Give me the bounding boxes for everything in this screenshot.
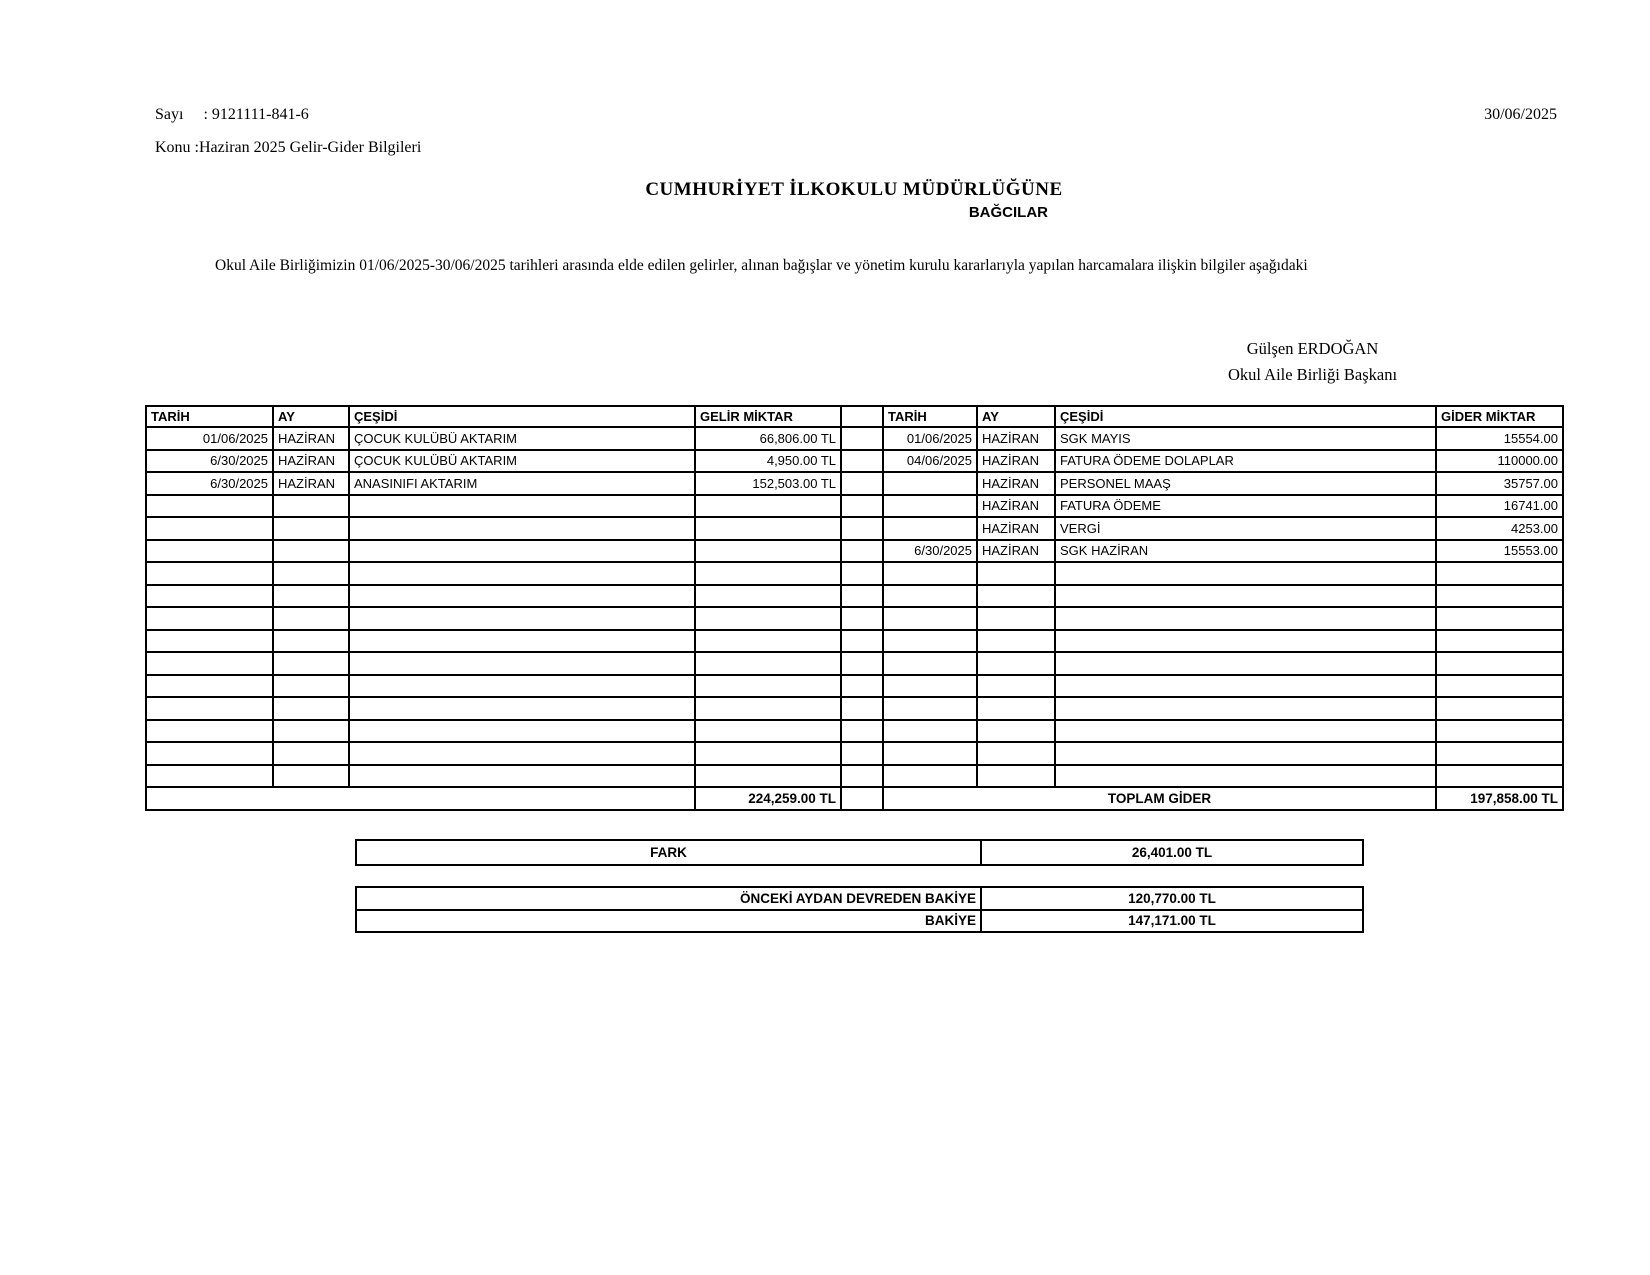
- gelir-cesidi-cell: [349, 765, 695, 788]
- gelir-miktar-cell: 66,806.00 TL: [695, 427, 841, 450]
- gelir-cesidi-cell: ÇOCUK KULÜBÜ AKTARIM: [349, 450, 695, 473]
- gelir-cesidi-cell: [349, 607, 695, 630]
- gider-tarih-cell: [883, 765, 977, 788]
- gelir-tarih-cell: [146, 540, 273, 563]
- gelir-ay-cell: [273, 517, 349, 540]
- spacer-cell: [841, 540, 883, 563]
- spacer-cell: [841, 495, 883, 518]
- gider-miktar-cell: [1436, 607, 1563, 630]
- gelir-miktar-cell: 152,503.00 TL: [695, 472, 841, 495]
- table-row: [146, 697, 1563, 720]
- gider-ay-cell: [977, 765, 1055, 788]
- gelir-ay-cell: [273, 765, 349, 788]
- gider-ay-cell: HAZİRAN: [977, 450, 1055, 473]
- gider-miktar-cell: [1436, 765, 1563, 788]
- spacer-cell: [841, 450, 883, 473]
- gider-cesidi-cell: [1055, 720, 1436, 743]
- spacer-cell: [841, 675, 883, 698]
- gelir-ay-cell: [273, 495, 349, 518]
- gider-tarih-cell: 04/06/2025: [883, 450, 977, 473]
- gider-ay-cell: HAZİRAN: [977, 540, 1055, 563]
- gider-tarih-cell: [883, 742, 977, 765]
- gider-miktar-cell: [1436, 675, 1563, 698]
- gider-miktar-cell: 16741.00: [1436, 495, 1563, 518]
- gider-cesidi-cell: [1055, 607, 1436, 630]
- table-row: [146, 517, 1563, 540]
- gider-miktar-cell: 15553.00: [1436, 540, 1563, 563]
- gider-ay-cell: [977, 585, 1055, 608]
- gider-cesidi-cell: SGK HAZİRAN: [1055, 540, 1436, 563]
- gelir-miktar-cell: [695, 742, 841, 765]
- gelir-ay-cell: HAZİRAN: [273, 427, 349, 450]
- gider-miktar-cell: [1436, 720, 1563, 743]
- gelir-ay-cell: [273, 585, 349, 608]
- gelir-tarih-cell: [146, 697, 273, 720]
- gelir-cesidi-header: ÇEŞİDİ: [349, 406, 695, 427]
- table-row: [146, 652, 1563, 675]
- gelir-cesidi-cell: ANASINIFI AKTARIM: [349, 472, 695, 495]
- table-row: [146, 585, 1563, 608]
- gider-cesidi-cell: [1055, 765, 1436, 788]
- gelir-miktar-cell: [695, 675, 841, 698]
- gider-cesidi-cell: PERSONEL MAAŞ: [1055, 472, 1436, 495]
- gelir-tarih-cell: [146, 630, 273, 653]
- gider-ay-cell: [977, 652, 1055, 675]
- gider-miktar-cell: [1436, 585, 1563, 608]
- gider-tarih-cell: [883, 562, 977, 585]
- gelir-cesidi-cell: ÇOCUK KULÜBÜ AKTARIM: [349, 427, 695, 450]
- konu-line: Konu :Haziran 2025 Gelir-Gider Bilgileri: [155, 139, 422, 156]
- gider-tarih-cell: [883, 517, 977, 540]
- signature-block: [1140, 336, 1485, 388]
- gider-ay-cell: HAZİRAN: [977, 495, 1055, 518]
- gelir-miktar-cell: [695, 585, 841, 608]
- gelir-ay-cell: [273, 607, 349, 630]
- table-row: [146, 562, 1563, 585]
- gelir-tarih-cell: [146, 720, 273, 743]
- gider-tarih-cell: 6/30/2025: [883, 540, 977, 563]
- gider-ay-cell: [977, 697, 1055, 720]
- gelir-cesidi-cell: [349, 540, 695, 563]
- signature-name: Gülşen ERDOĞAN: [1246, 339, 1379, 358]
- spacer-header: [841, 406, 883, 427]
- table-row: [146, 472, 1563, 495]
- gider-tarih-cell: [883, 472, 977, 495]
- fark-row: [356, 840, 1363, 865]
- spacer-cell: [841, 562, 883, 585]
- gider-ay-cell: [977, 630, 1055, 653]
- spacer-cell: [841, 517, 883, 540]
- gider-cesidi-cell: [1055, 630, 1436, 653]
- gelir-tarih-cell: [146, 765, 273, 788]
- gider-cesidi-cell: [1055, 585, 1436, 608]
- gelir-tarih-cell: 6/30/2025: [146, 472, 273, 495]
- gelir-miktar-header: GELİR MİKTAR: [695, 406, 841, 427]
- gelir-miktar-cell: [695, 540, 841, 563]
- gider-tarih-cell: [883, 607, 977, 630]
- gelir-tarih-cell: [146, 562, 273, 585]
- gelir-miktar-cell: [695, 495, 841, 518]
- gelir-cesidi-cell: [349, 652, 695, 675]
- gider-ay-cell: [977, 675, 1055, 698]
- table-row: [146, 540, 1563, 563]
- spacer-cell: [841, 585, 883, 608]
- gider-tarih-cell: 01/06/2025: [883, 427, 977, 450]
- gider-ay-cell: [977, 562, 1055, 585]
- gelir-tarih-cell: 01/06/2025: [146, 427, 273, 450]
- gelir-tarih-cell: 6/30/2025: [146, 450, 273, 473]
- gider-tarih-cell: [883, 652, 977, 675]
- header-row: [146, 406, 1563, 427]
- gelir-tarih-cell: [146, 585, 273, 608]
- fark-value-cell: 26,401.00 TL: [981, 840, 1363, 865]
- gelir-miktar-cell: [695, 562, 841, 585]
- gider-miktar-cell: [1436, 697, 1563, 720]
- gider-miktar-cell: [1436, 652, 1563, 675]
- fark-label-cell: FARK: [356, 840, 981, 865]
- gelir-miktar-cell: [695, 517, 841, 540]
- gider-miktar-cell: 15554.00: [1436, 427, 1563, 450]
- gelir-tarih-header: TARİH: [146, 406, 273, 427]
- gider-total-cell: 197,858.00 TL: [1436, 787, 1563, 810]
- gelir-ay-cell: HAZİRAN: [273, 472, 349, 495]
- spacer-cell: [841, 652, 883, 675]
- gelir-cesidi-cell: [349, 720, 695, 743]
- gider-ay-cell: [977, 607, 1055, 630]
- gelir-cesidi-cell: [349, 697, 695, 720]
- gelir-ay-header: AY: [273, 406, 349, 427]
- spacer-cell: [841, 472, 883, 495]
- recipient-title: CUMHURİYET İLKOKULU MÜDÜRLÜĞÜNE: [645, 179, 1063, 200]
- gider-cesidi-cell: [1055, 562, 1436, 585]
- gelir-ay-cell: [273, 675, 349, 698]
- gider-miktar-header: GİDER MİKTAR: [1436, 406, 1563, 427]
- body-paragraph: Okul Aile Birliğimizin 01/06/2025-30/06/2025 tarihleri arasında elde edilen gelirler, alınan bağışlar ve yönetim kurulu kararlarıyla yapılan harcamalara ilişkin bilgiler aşağıdaki: [215, 257, 1308, 274]
- gelir-ay-cell: [273, 652, 349, 675]
- table-row: [146, 495, 1563, 518]
- bakiye-table: [355, 886, 1364, 933]
- gider-miktar-cell: [1436, 630, 1563, 653]
- table-row: [146, 765, 1563, 788]
- gider-miktar-cell: 110000.00: [1436, 450, 1563, 473]
- gider-cesidi-cell: [1055, 742, 1436, 765]
- gelir-miktar-cell: [695, 720, 841, 743]
- table-row: [146, 720, 1563, 743]
- gider-ay-cell: HAZİRAN: [977, 517, 1055, 540]
- gelir-total-spacer-cell: [146, 787, 695, 810]
- signature-title: Okul Aile Birliği Başkanı: [1227, 365, 1398, 384]
- bakiye-label-cell: BAKİYE: [356, 910, 981, 933]
- gider-tarih-cell: [883, 630, 977, 653]
- gelir-miktar-cell: [695, 630, 841, 653]
- spacer-cell: [841, 742, 883, 765]
- gider-tarih-header: TARİH: [883, 406, 977, 427]
- gelir-cesidi-cell: [349, 517, 695, 540]
- gider-miktar-cell: [1436, 742, 1563, 765]
- gelir-cesidi-cell: [349, 742, 695, 765]
- gider-tarih-cell: [883, 720, 977, 743]
- table-row: [146, 607, 1563, 630]
- gider-cesidi-cell: [1055, 675, 1436, 698]
- gider-cesidi-cell: FATURA ÖDEME: [1055, 495, 1436, 518]
- gider-cesidi-header: ÇEŞİDİ: [1055, 406, 1436, 427]
- gider-tarih-cell: [883, 495, 977, 518]
- gider-cesidi-cell: SGK MAYIS: [1055, 427, 1436, 450]
- table-row: [146, 742, 1563, 765]
- gelir-tarih-cell: [146, 607, 273, 630]
- spacer-cell: [841, 720, 883, 743]
- gelir-cesidi-cell: [349, 675, 695, 698]
- spacer-cell: [841, 607, 883, 630]
- gelir-cesidi-cell: [349, 585, 695, 608]
- table-row: [146, 675, 1563, 698]
- gelir-miktar-cell: [695, 697, 841, 720]
- gelir-miktar-cell: [695, 765, 841, 788]
- gelir-tarih-cell: [146, 652, 273, 675]
- income-expense-table: [145, 405, 1564, 811]
- gelir-ay-cell: [273, 742, 349, 765]
- gelir-tarih-cell: [146, 495, 273, 518]
- gider-cesidi-cell: FATURA ÖDEME DOLAPLAR: [1055, 450, 1436, 473]
- fark-table: [355, 839, 1364, 866]
- sayi-line: Sayı : 9121111-841-6: [155, 106, 309, 123]
- table-row: [146, 630, 1563, 653]
- gelir-tarih-cell: [146, 675, 273, 698]
- spacer-cell: [841, 427, 883, 450]
- gelir-ay-cell: [273, 720, 349, 743]
- gelir-cesidi-cell: [349, 562, 695, 585]
- gelir-ay-cell: HAZİRAN: [273, 450, 349, 473]
- gider-ay-cell: HAZİRAN: [977, 427, 1055, 450]
- gelir-tarih-cell: [146, 517, 273, 540]
- gider-ay-cell: HAZİRAN: [977, 472, 1055, 495]
- gider-cesidi-cell: [1055, 697, 1436, 720]
- gider-ay-header: AY: [977, 406, 1055, 427]
- gider-tarih-cell: [883, 697, 977, 720]
- table-row: [146, 450, 1563, 473]
- gider-ay-cell: [977, 720, 1055, 743]
- gider-cesidi-cell: VERGİ: [1055, 517, 1436, 540]
- gelir-ay-cell: [273, 630, 349, 653]
- gelir-cesidi-cell: [349, 630, 695, 653]
- bakiye-row: [356, 910, 1363, 933]
- gider-miktar-cell: 35757.00: [1436, 472, 1563, 495]
- devreden-bakiye-label-cell: ÖNCEKİ AYDAN DEVREDEN BAKİYE: [356, 887, 981, 910]
- gelir-ay-cell: [273, 697, 349, 720]
- gider-miktar-cell: 4253.00: [1436, 517, 1563, 540]
- gider-tarih-cell: [883, 585, 977, 608]
- gelir-ay-cell: [273, 562, 349, 585]
- gelir-miktar-cell: [695, 652, 841, 675]
- gelir-cesidi-cell: [349, 495, 695, 518]
- gider-miktar-cell: [1436, 562, 1563, 585]
- spacer-cell: [841, 697, 883, 720]
- spacer-cell: [841, 630, 883, 653]
- gelir-miktar-cell: 4,950.00 TL: [695, 450, 841, 473]
- document-date: 30/06/2025: [1484, 106, 1557, 123]
- gelir-ay-cell: [273, 540, 349, 563]
- gider-cesidi-cell: [1055, 652, 1436, 675]
- gider-total-label-cell: TOPLAM GİDER: [883, 787, 1436, 810]
- bakiye-value-cell: 147,171.00 TL: [981, 910, 1363, 933]
- gelir-tarih-cell: [146, 742, 273, 765]
- recipient-district: BAĞCILAR: [968, 204, 1048, 221]
- table-row: [146, 427, 1563, 450]
- gelir-miktar-cell: [695, 607, 841, 630]
- totals-row: [146, 787, 1563, 810]
- devreden-bakiye-value-cell: 120,770.00 TL: [981, 887, 1363, 910]
- spacer-cell: [841, 787, 883, 810]
- gider-ay-cell: [977, 742, 1055, 765]
- gider-tarih-cell: [883, 675, 977, 698]
- gelir-total-cell: 224,259.00 TL: [695, 787, 841, 810]
- devreden-bakiye-row: [356, 887, 1363, 910]
- spacer-cell: [841, 765, 883, 788]
